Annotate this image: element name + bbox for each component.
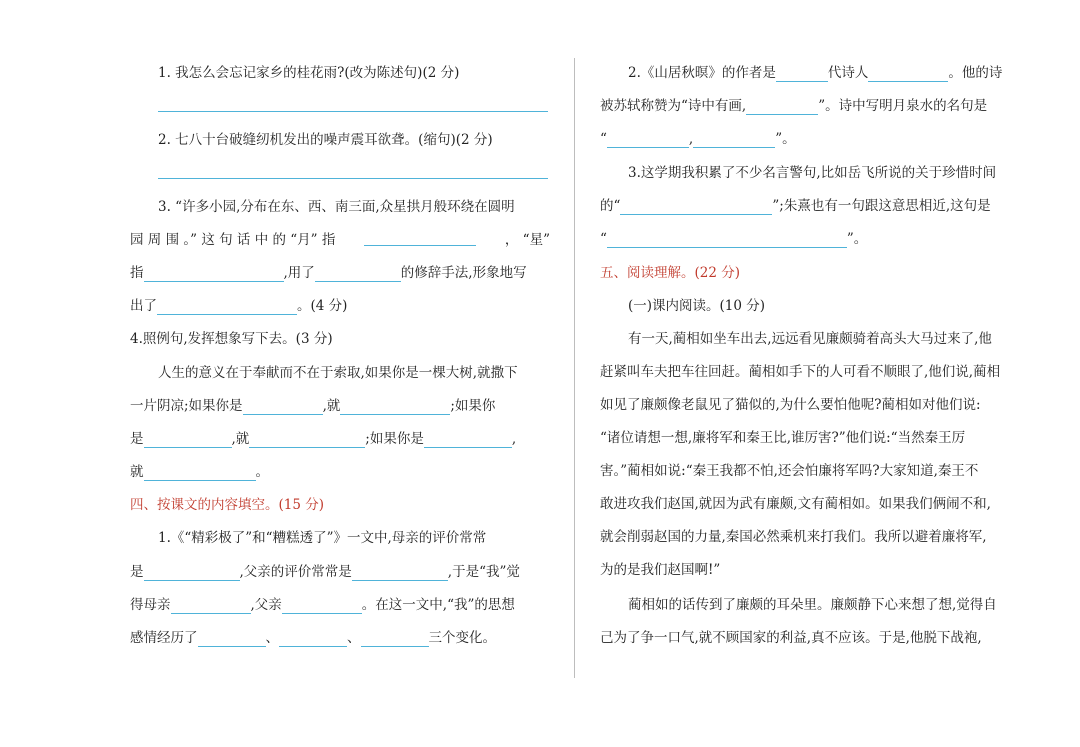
section-4-line-4 (130, 629, 496, 647)
s4-text-h: 、 (265, 630, 279, 646)
blank-father-eval[interactable] (352, 566, 448, 581)
question-3-line-3 (130, 264, 527, 282)
answer-line-1[interactable] (158, 111, 548, 112)
r3-text-c: “ (600, 231, 607, 247)
question-1: 1. 我怎么会忘记家乡的桂花雨?(改为陈述句)(2 分) (158, 65, 460, 81)
blank-praise[interactable] (746, 100, 818, 115)
answer-line-2[interactable] (158, 178, 548, 179)
q4-text-g: , (511, 431, 517, 447)
q3-text-c: 指 (130, 265, 144, 281)
r2-text-b: 代诗人 (827, 65, 869, 81)
blank-q4-2[interactable] (340, 400, 450, 415)
passage-line: 就会削弱赵国的力量,秦国必然乘机来打我们。我所以避着廉将军, (600, 529, 987, 545)
r2-text-g: , (688, 131, 694, 147)
blank-verse-1[interactable] (607, 133, 689, 148)
q4-text-a: 一片阴凉;如果你是 (130, 398, 243, 414)
blank-wrote[interactable] (157, 300, 297, 315)
s4-text-c: ,于是“我”觉 (447, 564, 520, 580)
s4-text-a: 是 (130, 564, 144, 580)
r2-text-c: 。他的诗 (948, 65, 1003, 81)
r-question-2-line-1 (628, 64, 1002, 82)
blank-change-3[interactable] (361, 632, 429, 647)
q4-text-b: ,就 (322, 398, 341, 414)
blank-moon[interactable] (364, 231, 476, 246)
q3-text-f: 出了 (130, 298, 157, 314)
passage-line: 蔺相如的话传到了廉颇的耳朵里。廉颇静下心来想了想,觉得自 (628, 597, 997, 613)
blank-stars[interactable] (144, 267, 284, 282)
question-3-line-2 (130, 231, 550, 249)
r-question-2-line-3 (600, 130, 796, 148)
s4-text-j: 三个变化。 (428, 630, 496, 646)
r2-text-a: 2.《山居秋暝》的作者是 (628, 65, 776, 81)
passage-line: 为的是我们赵国啊!” (600, 562, 721, 578)
r3-text-a: 的“ (600, 198, 621, 214)
blank-dynasty[interactable] (776, 67, 828, 82)
s4-text-g: 感情经历了 (130, 630, 198, 646)
s4-text-e: ,父亲 (250, 597, 282, 613)
passage-line: 敢进攻我们赵国,就因为武有廉颇,文有蔺相如。如果我们俩闹不和, (600, 496, 991, 512)
passage-line: “诸位请想一想,廉将军和秦王比,谁厉害?”他们说:“当然秦王厉 (600, 430, 966, 446)
question-4-line-2 (130, 397, 495, 415)
blank-change-2[interactable] (279, 632, 347, 647)
r2-text-f: “ (600, 131, 607, 147)
q3-text-b: ， “星” (504, 232, 550, 248)
section-4-line-1: 1.《“精彩极了”和“糟糕透了”》一文中,母亲的评价常常 (158, 530, 487, 546)
section-4-line-3 (130, 596, 515, 614)
q4-text-f: ;如果你是 (365, 431, 424, 447)
blank-rhetoric[interactable] (315, 267, 401, 282)
q3-text-d: ,用了 (283, 265, 315, 281)
blank-change-1[interactable] (198, 632, 266, 647)
section-5-heading: 五、阅读理解。(22 分) (600, 265, 741, 281)
blank-q4-3[interactable] (144, 433, 232, 448)
q3-text-a: 园 周 围 。” 这 句 话 中 的 “月” 指 (130, 232, 336, 248)
blank-yuefei-quote[interactable] (620, 200, 772, 215)
question-2: 2. 七八十台破缝纫机发出的噪声震耳欲聋。(缩句)(2 分) (158, 132, 493, 148)
blank-father[interactable] (282, 599, 362, 614)
blank-verse-2[interactable] (693, 133, 775, 148)
q3-text-g: 。(4 分) (297, 298, 348, 314)
r3-text-b: ”;朱熹也有一句跟这意思相近,这句是 (772, 198, 991, 214)
q4-text-c: ;如果你 (450, 398, 496, 414)
blank-zhuxi-quote[interactable] (607, 233, 847, 248)
section-4-heading: 四、按课文的内容填空。(15 分) (130, 497, 325, 513)
s4-text-i: 、 (347, 630, 361, 646)
question-3-line-1: 3. “许多小园,分布在东、西、南三面,众星拱月般环绕在圆明 (158, 199, 515, 215)
question-4-title: 4.照例句,发挥想象写下去。(3 分) (130, 331, 333, 347)
passage-line: 害。”蔺相如说:“秦王我都不怕,还会怕廉将军吗?大家知道,秦王不 (600, 463, 979, 479)
r-question-3-line-3 (600, 230, 867, 248)
question-4-line-3 (130, 430, 516, 448)
blank-mother-eval[interactable] (144, 566, 240, 581)
passage-line: 赶紧叫车夫把车往回赶。蔺相如手下的人可看不顺眼了,他们说,蔺相 (600, 364, 1001, 380)
q4-text-h: 就 (130, 464, 144, 480)
question-4-line-4 (130, 463, 269, 481)
question-3-line-4 (130, 297, 347, 315)
r2-text-d: 被苏轼称赞为“诗中有画, (600, 98, 747, 114)
passage-line: 己为了争一口气,就不顾国家的利益,真不应该。于是,他脱下战袍, (600, 630, 982, 646)
blank-q4-5[interactable] (424, 433, 512, 448)
section-4-line-2 (130, 563, 520, 581)
s4-text-d: 得母亲 (130, 597, 171, 613)
s4-text-b: ,父亲的评价常常是 (239, 564, 352, 580)
q4-text-d: 是 (130, 431, 144, 447)
r-question-3-line-2 (600, 197, 991, 215)
question-4-line-1: 人生的意义在于奉献而不在于索取,如果你是一棵大树,就撒下 (158, 365, 518, 381)
passage-line: 如见了廉颇像老鼠见了猫似的,为什么要怕他呢?蔺相如对他们说: (600, 397, 981, 413)
s4-text-f: 。在这一文中,“我”的思想 (361, 597, 515, 613)
passage-line: 有一天,蔺相如坐车出去,远远看见廉颇骑着高头大马过来了,他 (628, 331, 992, 347)
q4-text-e: ,就 (231, 431, 250, 447)
blank-q4-4[interactable] (249, 433, 365, 448)
r2-text-h: ”。 (775, 131, 796, 147)
r3-text-d: ”。 (846, 231, 868, 247)
blank-q4-1[interactable] (243, 400, 323, 415)
r-question-2-line-2 (600, 97, 987, 115)
section-5-subheading: (一)课内阅读。(10 分) (628, 298, 766, 314)
q4-text-i: 。 (255, 464, 269, 480)
column-divider (574, 58, 575, 678)
r-question-3-line-1: 3.这学期我积累了不少名言警句,比如岳飞所说的关于珍惜时间 (628, 165, 997, 181)
q3-text-e: 的修辞手法,形象地写 (400, 265, 527, 281)
blank-poet[interactable] (868, 67, 948, 82)
blank-q4-6[interactable] (144, 466, 256, 481)
blank-mother[interactable] (171, 599, 251, 614)
r2-text-e: ”。诗中写明月泉水的名句是 (818, 98, 988, 114)
